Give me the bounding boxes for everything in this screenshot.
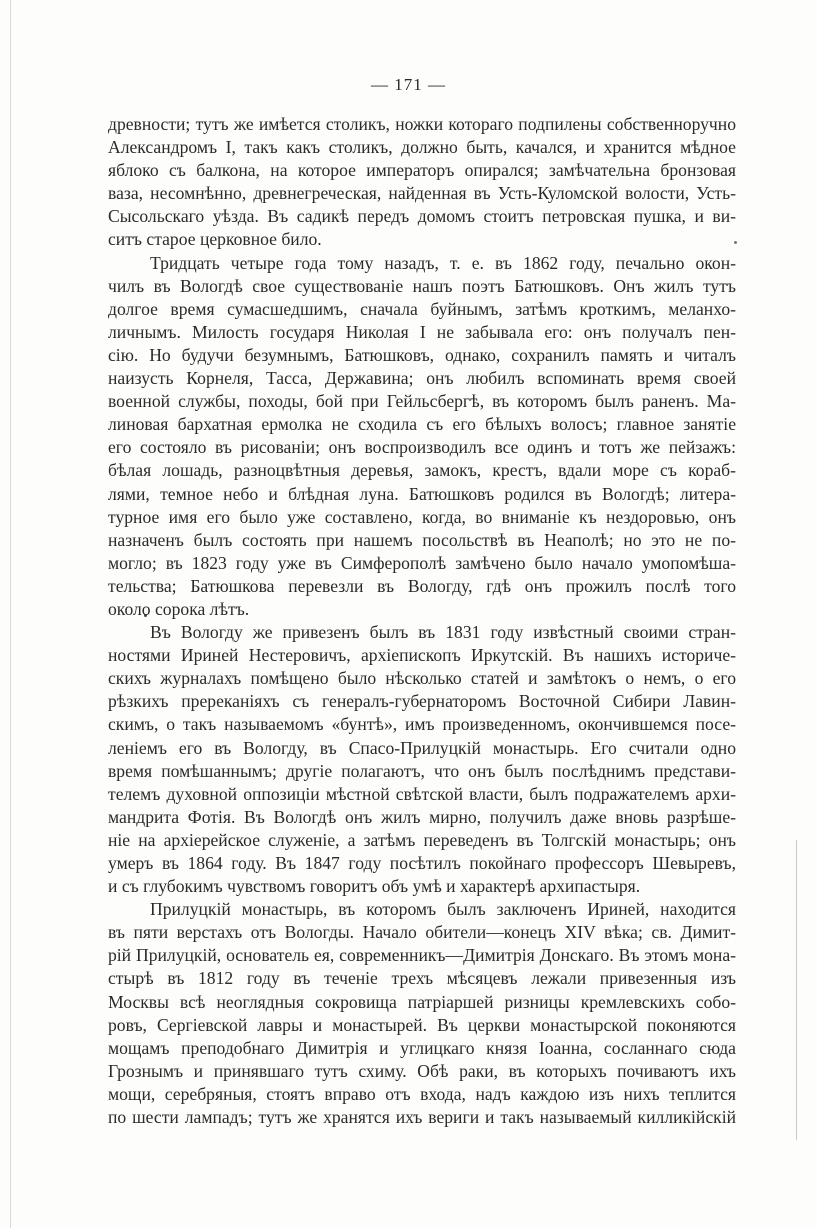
text-line: мощамъ преподобнаго Димитрія и углицкаго князя Іоанна, сосланнаго сюда bbox=[108, 1037, 736, 1058]
text-line: ностями Ириней Нестеровичъ, архіепископъ Иркутскій. Въ нашихъ историче- bbox=[108, 645, 736, 666]
text-line: ніе на архіерейское служеніе, а затѣмъ переведенъ въ Толгскій монастырь; онъ bbox=[108, 829, 736, 850]
text-line: назначенъ былъ состоять при нашемъ посольствѣ въ Неаполѣ; но это не по- bbox=[108, 529, 736, 550]
text-line: скихъ журналахъ помѣщено было нѣсколько статей и замѣтокъ о немъ, о его bbox=[108, 668, 736, 689]
text-line: Прилуцкій монастырь, въ которомъ былъ заключенъ Ириней, находится bbox=[150, 899, 736, 920]
text-line: древности; тутъ же имѣется столикъ, ножки котораго подпилены собственноручно bbox=[108, 114, 736, 134]
text-line: турное имя его было уже составлено, когда, во вниманіе къ нездоровью, онъ bbox=[108, 506, 736, 527]
text-line: время помѣшаннымъ; другіе полагаютъ, что онъ былъ послѣднимъ представи- bbox=[108, 760, 736, 781]
text-line: мандрита Фотія. Въ Вологдѣ онъ жилъ мирно, получилъ даже вновь разрѣше- bbox=[108, 806, 736, 827]
paragraph-2 bbox=[108, 252, 736, 622]
body-text bbox=[108, 113, 736, 1129]
paragraph-1 bbox=[108, 113, 736, 252]
text-line: долгое время сумасшедшимъ, сначала буйнымъ, затѣмъ кроткимъ, меланхо- bbox=[108, 298, 736, 319]
text-line: тельства; Батюшкова перевезли въ Вологду, гдѣ онъ прожилъ послѣ того bbox=[108, 575, 736, 596]
paragraph-3 bbox=[108, 621, 736, 898]
text-line: около сорока лѣтъ. bbox=[108, 598, 250, 619]
page-margin-line bbox=[796, 840, 797, 1140]
text-line: рѣзкихъ пререканіяхъ съ генералъ-губернаторомъ Восточной Сибири Лавин- bbox=[108, 691, 736, 712]
text-line: умеръ въ 1864 году. Въ 1847 году посѣтилъ покойнаго профессоръ Шевыревъ, bbox=[108, 853, 736, 873]
text-line: по шести лампадъ; тутъ же хранятся ихъ вериги и такъ называемый килликійскій bbox=[108, 1107, 736, 1128]
text-line: лями, темное небо и блѣдная луна. Батюшковъ родился въ Вологдѣ; литера- bbox=[108, 483, 736, 504]
text-line: линовая бархатная ермолка не сходила съ его бѣлыхъ волосъ; главное занятіе bbox=[108, 414, 736, 435]
text-line: въ пяти верстахъ отъ Вологды. Начало обители—конецъ XIV вѣка; св. Димит- bbox=[108, 922, 736, 943]
text-line: скимъ, о такъ называемомъ «бунтѣ», имъ произведенномъ, окончившемся посе- bbox=[108, 714, 736, 735]
text-line: и съ глубокимъ чувствомъ говоритъ объ умѣ и характерѣ архипастыря. bbox=[108, 876, 641, 897]
text-line: стырѣ въ 1812 году въ теченіе трехъ мѣсяцевъ лежали привезенныя изъ bbox=[108, 968, 736, 989]
text-line: Сысольскаго уѣзда. Въ садикѣ передъ домомъ стоитъ петровская пушка, и ви- bbox=[108, 206, 736, 227]
text-line: наизусть Корнеля, Тасса, Державина; онъ любилъ вспоминать время своей bbox=[108, 368, 736, 389]
text-line: ваза, несомнѣнно, древнегреческая, найденная въ Усть-Куломской волости, Усть- bbox=[108, 183, 736, 204]
text-line: леніемъ его въ Вологду, въ Спасо-Прилуцкій монастырь. Его считали одно bbox=[108, 737, 736, 758]
text-line: военной службы, походы, бой при Гейльсбергѣ, въ которомъ былъ раненъ. Ма- bbox=[108, 391, 736, 412]
text-line: Тридцать четыре года тому назадъ, т. е. въ 1862 году, печально окон- bbox=[150, 252, 736, 273]
text-line: мощи, серебряныя, стоятъ вправо отъ входа, надъ каждою изъ нихъ теплится bbox=[108, 1083, 736, 1104]
paragraph-4 bbox=[108, 898, 736, 1129]
text-line: Грознымъ и принявшаго тутъ схиму. Обѣ раки, въ которыхъ почиваютъ ихъ bbox=[108, 1060, 736, 1081]
text-line: его состояло въ рисованіи; онъ воспроизводилъ все одинъ и тотъ же пейзажъ: bbox=[108, 437, 736, 458]
text-line: Александромъ I, такъ какъ столикъ, должно быть, качался, и хранится мѣдное bbox=[108, 137, 736, 158]
text-line: ситъ старое церковное било. bbox=[108, 229, 322, 250]
text-line: чилъ въ Вологдѣ свое существованіе нашъ поэтъ Батюшковъ. Онъ жилъ тутъ bbox=[108, 275, 736, 296]
text-line: могло; въ 1823 году уже въ Симферополѣ замѣчено было начало умопомѣша- bbox=[108, 552, 736, 573]
text-line: яблоко съ балкона, на которое императоръ опирался; замѣчательна бронзовая bbox=[108, 160, 736, 181]
text-line: рій Прилуцкій, основатель ея, современникъ—Димитрія Донскаго. Въ этомъ мона- bbox=[108, 945, 736, 966]
text-line: телемъ духовной оппозиціи мѣстной свѣтской власти, былъ подражателемъ архи- bbox=[108, 783, 736, 804]
text-line: сію. Но будучи безумнымъ, Батюшковъ, однако, сохранилъ память и читалъ bbox=[108, 344, 736, 365]
page-edge-line bbox=[10, 0, 11, 1228]
page-number: — 171 — bbox=[371, 75, 446, 94]
text-line: Москвы всѣ неоглядныя сокровища патріаршей ризницы кремлевскихъ собо- bbox=[108, 991, 736, 1012]
text-line: бѣлая лошадь, разноцвѣтныя деревья, замокъ, крестъ, вдали море съ кораб- bbox=[108, 460, 736, 481]
text-line: Въ Вологду же привезенъ былъ въ 1831 году извѣстный своими стран- bbox=[150, 622, 736, 643]
text-line: личнымъ. Милость государя Николая I не забывала его: онъ получалъ пен- bbox=[108, 321, 736, 342]
text-line: ровъ, Сергіевской лавры и монастырей. Въ церкви монастырской поконяются bbox=[108, 1014, 736, 1035]
